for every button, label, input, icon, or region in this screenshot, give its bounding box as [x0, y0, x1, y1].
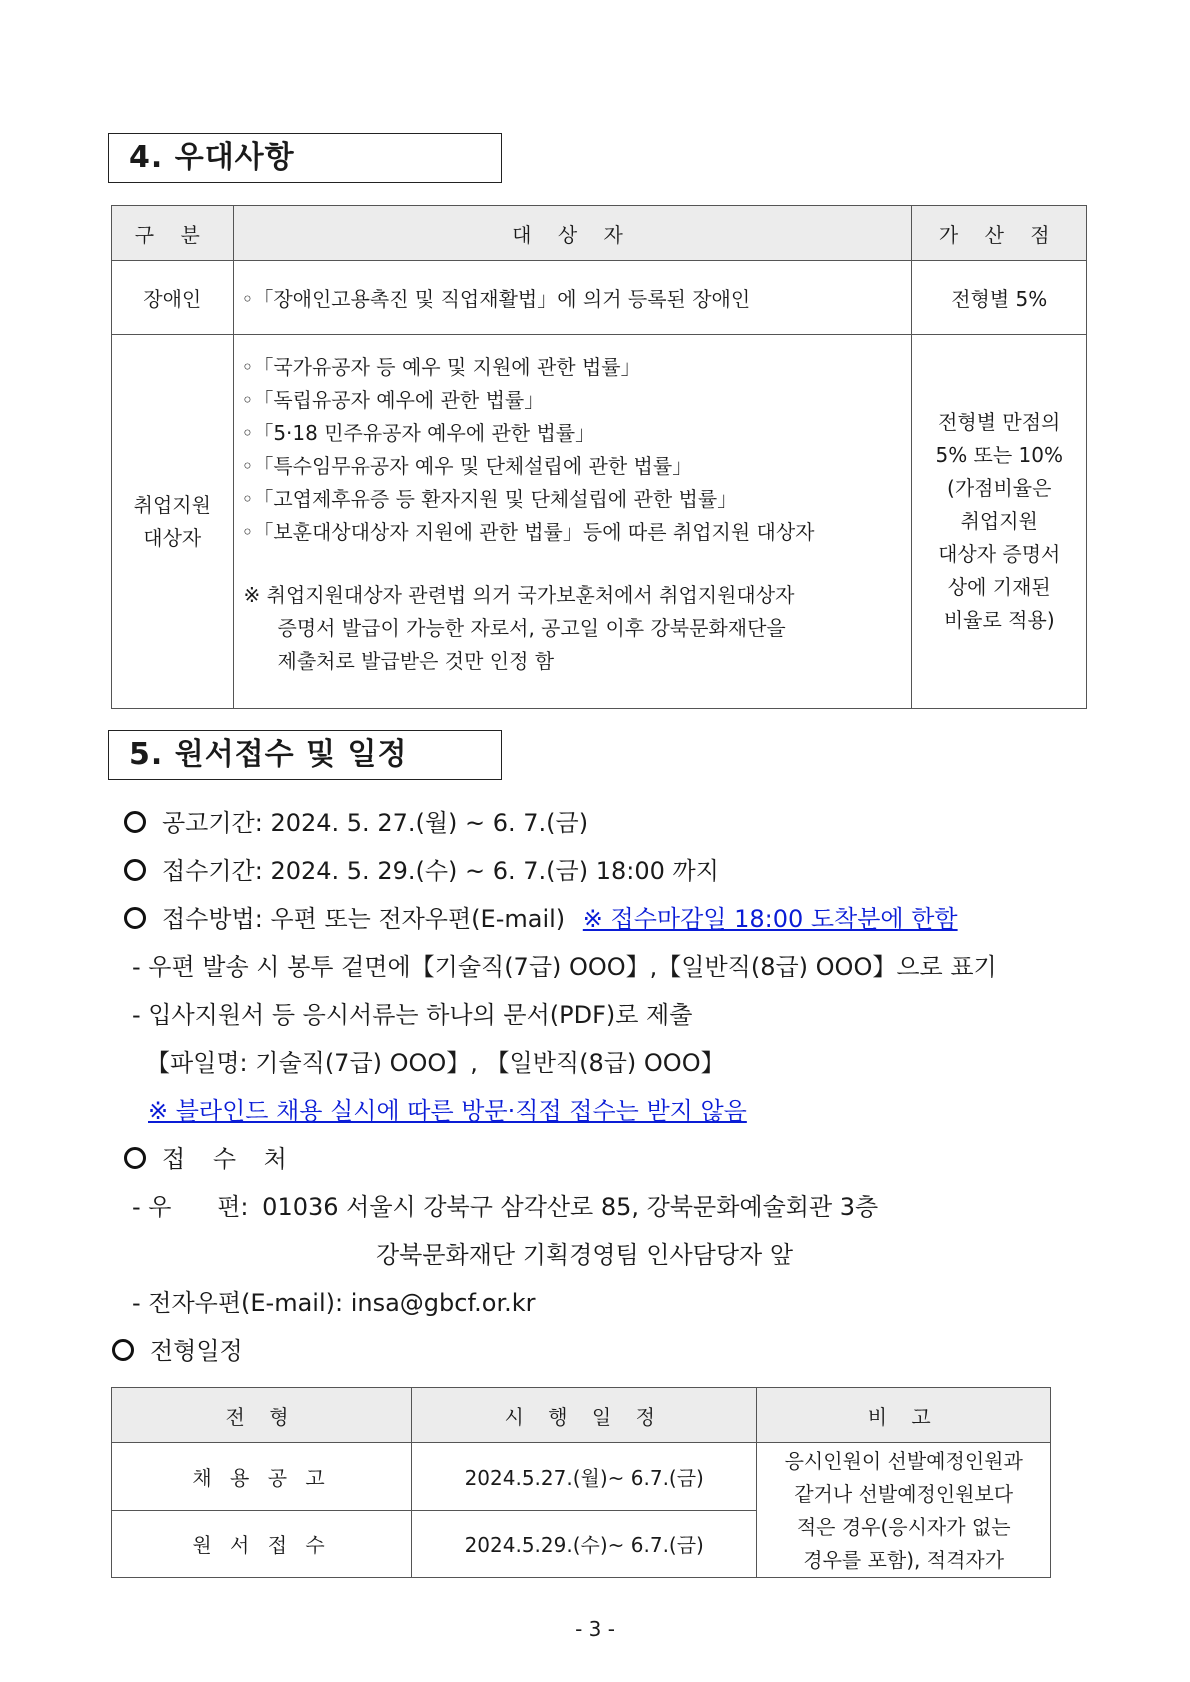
row-disabled-category: 장애인	[112, 261, 234, 335]
section4-title: 4. 우대사항	[108, 133, 502, 183]
col-header-category: 구 분	[112, 206, 234, 261]
col-header-stage: 전 형	[112, 1388, 412, 1443]
note-line: ※ 취업지원대상자 관련법 의거 국가보훈처에서 취업지원대상자	[243, 583, 795, 607]
row-employment-points	[912, 335, 1087, 709]
points-line: 취업지원	[960, 509, 1038, 533]
pdf-instruction: - 입사지원서 등 응시서류는 하나의 문서(PDF)로 제출	[132, 1001, 693, 1029]
note-line: 제출처로 발급받은 것만 인정 함	[277, 649, 555, 673]
row-disabled-points: 전형별 5%	[912, 261, 1087, 335]
schedule-date: 2024.5.29.(수)~ 6.7.(금)	[412, 1510, 757, 1578]
circle-bullet-icon	[124, 907, 146, 929]
blind-note: ※ 블라인드 채용 실시에 따른 방문·직접 접수는 받지 않음	[148, 1097, 747, 1125]
note-line: 적은 경우(응시자가 없는	[796, 1515, 1011, 1539]
circle-bullet-icon	[124, 811, 146, 833]
section5-title: 5. 원서접수 및 일정	[108, 730, 502, 780]
note-line: 같거나 선발예정인원보다	[794, 1482, 1014, 1506]
col-header-date: 시 행 일 정	[412, 1388, 757, 1443]
deadline-note: ※ 접수마감일 18:00 도착분에 한함	[582, 905, 958, 933]
schedule-note	[757, 1443, 1051, 1578]
preference-table	[111, 205, 1087, 709]
points-line: 전형별 만점의	[938, 410, 1061, 434]
receipt-method: 접수방법: 우편 또는 전자우편(E-mail) ※ 접수마감일 18:00 도착분에 한함	[124, 904, 958, 934]
points-line: 비율로 적용)	[943, 608, 1055, 632]
points-line: 대상자 증명서	[938, 542, 1061, 566]
notice-period: 공고기간: 2024. 5. 27.(월) ~ 6. 7.(금)	[124, 808, 588, 838]
receipt-period: 접수기간: 2024. 5. 29.(수) ~ 6. 7.(금) 18:00 까지	[124, 856, 719, 886]
points-line: (가점비율은	[947, 476, 1052, 500]
post-address-recipient: 강북문화재단 기획경영팀 인사담당자 앞	[376, 1241, 794, 1269]
points-line: 5% 또는 10%	[935, 443, 1064, 467]
note-line: 경우를 포함), 적격자가	[803, 1548, 1005, 1572]
row-disabled-target: ◦「장애인고용촉진 및 직업재활법」에 의거 등록된 장애인	[233, 261, 912, 335]
law-item: ◦「특수임무유공자 예우 및 단체설립에 관한 법률」	[241, 454, 693, 478]
schedule-stage: 채 용 공 고	[112, 1443, 412, 1511]
schedule-stage: 원 서 접 수	[112, 1510, 412, 1578]
points-line: 상에 기재된	[947, 575, 1051, 599]
law-item: ◦「독립유공자 예우에 관한 법률」	[241, 388, 545, 412]
schedule-date: 2024.5.27.(월)~ 6.7.(금)	[412, 1443, 757, 1511]
note-line: 증명서 발급이 가능한 자로서, 공고일 이후 강북문화재단을	[277, 616, 786, 640]
law-item: ◦「5·18 민주유공자 예우에 관한 법률」	[241, 421, 596, 445]
circle-bullet-icon	[124, 859, 146, 881]
row-employment-target	[233, 335, 912, 709]
law-item: ◦「보훈대상대상자 지원에 관한 법률」등에 따른 취업지원 대상자	[241, 520, 815, 544]
post-address: - 우 편: 01036 서울시 강북구 삼각산로 85, 강북문화예술회관 3층	[132, 1193, 879, 1221]
law-item: ◦「고엽제후유증 등 환자지원 및 단체설립에 관한 법률」	[241, 487, 738, 511]
col-header-points: 가 산 점	[912, 206, 1087, 261]
category-line: 취업지원	[133, 492, 211, 517]
law-item: ◦「국가유공자 등 예우 및 지원에 관한 법률」	[241, 355, 641, 379]
row-employment-category	[112, 335, 234, 709]
filename-format: 【파일명: 기술직(7급) OOO】, 【일반직(8급) OOO】	[146, 1049, 725, 1077]
circle-bullet-icon	[124, 1147, 146, 1169]
circle-bullet-icon	[112, 1339, 134, 1361]
email-address: - 전자우편(E-mail): insa@gbcf.or.kr	[132, 1289, 536, 1317]
schedule-table	[111, 1387, 1051, 1578]
col-header-target: 대 상 자	[233, 206, 912, 261]
note-line: 응시인원이 선발예정인원과	[784, 1449, 1023, 1473]
page-number: - 3 -	[575, 1617, 615, 1641]
mail-instruction: - 우편 발송 시 봉투 겉면에【기술직(7급) OOO】,【일반직(8급) OOO】으로 표기	[132, 953, 997, 981]
receiver-heading: 접 수 처	[124, 1144, 297, 1174]
col-header-note: 비 고	[757, 1388, 1051, 1443]
category-line: 대상자	[143, 525, 202, 550]
schedule-heading: 전형일정	[112, 1336, 243, 1366]
